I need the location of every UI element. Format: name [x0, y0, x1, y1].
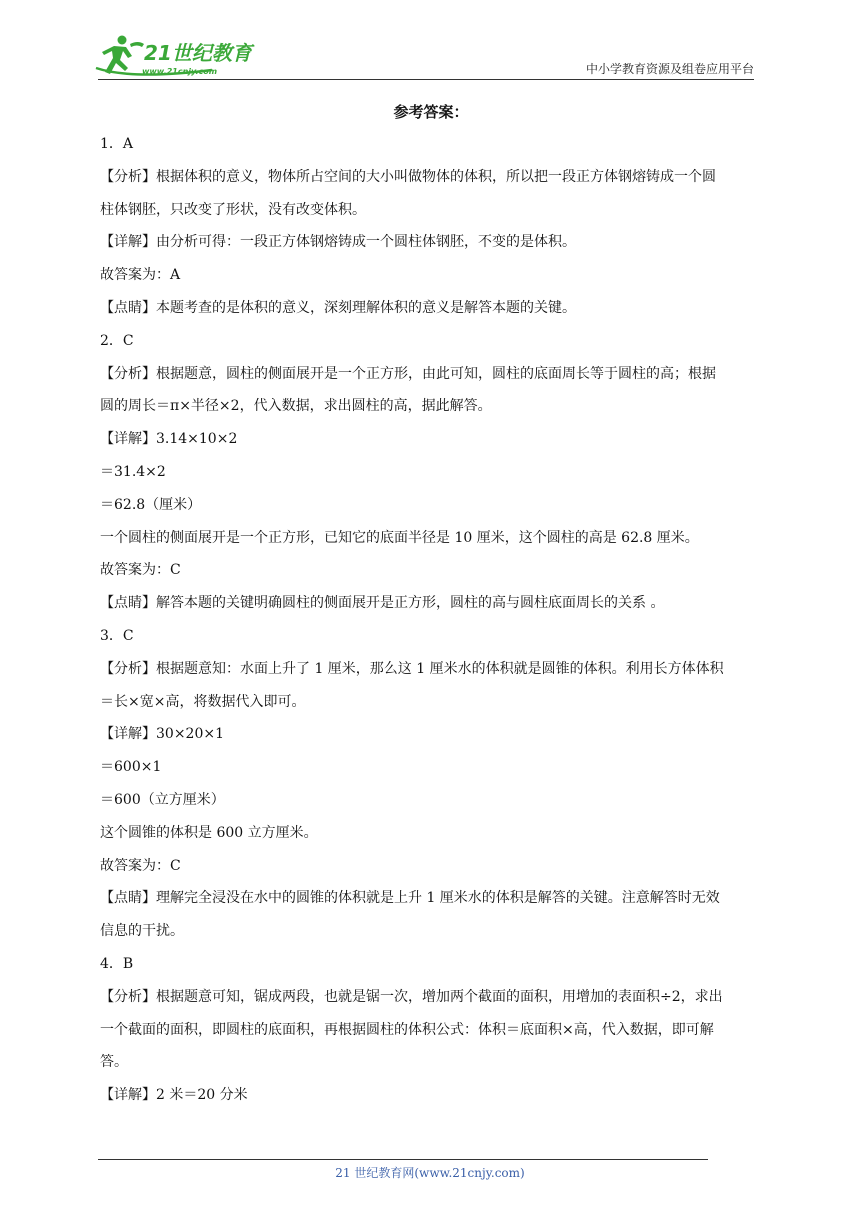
text-line: 一个截面的面积，即圆柱的底面积，再根据圆柱的体积公式：体积＝底面积×高，代入数据，即可解 [100, 1021, 714, 1038]
header-divider [98, 79, 754, 80]
footer-divider [98, 1159, 708, 1160]
text-line: 3．C [100, 627, 134, 644]
text-line: 【详解】2 米＝20 分米 [100, 1087, 248, 1104]
text-line: 故答案为：C [100, 562, 181, 579]
text-line: 这个圆锥的体积是 600 立方厘米。 [100, 824, 318, 841]
text-line: 故答案为：C [100, 857, 181, 874]
text-line: 【点睛】理解完全浸没在水中的圆锥的体积就是上升 1 厘米水的体积是解答的关键。注意解答时无效 [100, 890, 720, 907]
text-line: ＝600（立方厘米） [100, 791, 225, 808]
text-line: 答。 [100, 1054, 128, 1071]
text-line: ＝31.4×2 [100, 463, 166, 480]
text-line: 2．C [100, 332, 134, 349]
text-line: ＝长×宽×高，将数据代入即可。 [100, 693, 306, 710]
text-line: 【分析】根据题意，圆柱的侧面展开是一个正方形，由此可知，圆柱的底面周长等于圆柱的高；根据 [100, 365, 716, 382]
page-header [0, 0, 860, 90]
text-line: ＝62.8（厘米） [100, 496, 202, 513]
text-line: 【点睛】本题考查的是体积的意义，深刻理解体积的意义是解答本题的关键。 [100, 299, 576, 316]
logo [92, 34, 262, 80]
runner-icon [102, 36, 144, 75]
logo-text: 21世纪教育 [144, 41, 252, 65]
header-tagline: 中小学教育资源及组卷应用平台 [585, 62, 754, 76]
answer-content [100, 96, 762, 1112]
text-line: 【详解】由分析可得：一段正方体钢熔铸成一个圆柱体钢胚，不变的是体积。 [100, 234, 576, 251]
text-line: 圆的周长＝π×半径×2，代入数据，求出圆柱的高，据此解答。 [100, 398, 492, 415]
text-line: 4．B [100, 955, 134, 972]
text-line: 1．A [100, 136, 134, 152]
text-line: 柱体钢胚，只改变了形状，没有改变体积。 [100, 201, 366, 218]
text-line: 【详解】3.14×10×2 [100, 431, 238, 448]
page-title: 参考答案： [393, 103, 469, 121]
text-line: 一个圆柱的侧面展开是一个正方形，已知它的底面半径是 10 厘米，这个圆柱的高是 62.8 厘米。 [100, 529, 699, 546]
text-line: 【分析】根据题意知：水面上升了 1 厘米，那么这 1 厘米水的体积就是圆锥的体积。利用长方体体积 [100, 660, 724, 677]
text-line: 【点睛】解答本题的关键明确圆柱的侧面展开是正方形，圆柱的高与圆柱底面周长的关系 。 [100, 595, 665, 612]
text-line: 【详解】30×20×1 [100, 726, 224, 743]
text-line: 信息的干扰。 [100, 923, 184, 940]
text-line: 【分析】根据体积的意义，物体所占空间的大小叫做物体的体积，所以把一段正方体钢熔铸成一个圆 [100, 168, 716, 185]
text-line: 【分析】根据题意可知，锯成两段，也就是锯一次，增加两个截面的面积，用增加的表面积÷2，求出 [100, 988, 723, 1005]
logo-url: www.21cnjy.com [142, 67, 218, 76]
text-line: ＝600×1 [100, 759, 162, 776]
text-line: 故答案为：A [100, 267, 181, 284]
footer-source: 21 世纪教育网(www.21cnjy.com) [335, 1166, 525, 1180]
